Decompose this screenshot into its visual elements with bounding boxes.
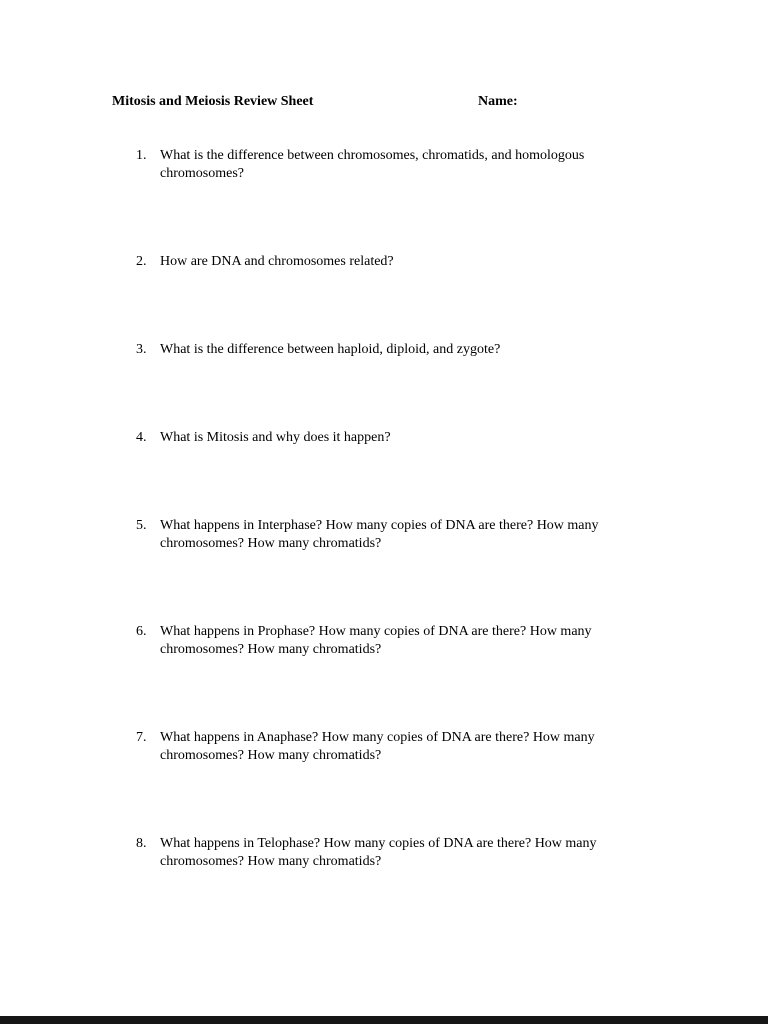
name-label: Name: <box>478 94 518 109</box>
question-number: 5. <box>136 518 147 533</box>
question-item-1 <box>112 147 668 183</box>
question-text: What is Mitosis and why does it happen? <box>160 430 391 445</box>
document-header <box>112 93 668 111</box>
question-text: What happens in Anaphase? How many copies of DNA are there? How many chromosomes? How many chromatids? <box>160 730 595 763</box>
question-item-7 <box>112 729 668 765</box>
question-list <box>112 147 668 871</box>
page-bottom-edge <box>0 1016 768 1024</box>
question-number: 8. <box>136 836 147 851</box>
question-item-8 <box>112 835 668 871</box>
question-text: How are DNA and chromosomes related? <box>160 254 394 269</box>
question-item-6 <box>112 623 668 659</box>
question-text: What happens in Interphase? How many copies of DNA are there? How many chromosomes? How many chromatids? <box>160 518 599 551</box>
document-title: Mitosis and Meiosis Review Sheet <box>112 94 314 109</box>
question-number: 1. <box>136 148 147 163</box>
question-text: What is the difference between haploid, diploid, and zygote? <box>160 342 501 357</box>
question-item-3 <box>112 341 668 359</box>
question-text: What happens in Prophase? How many copies of DNA are there? How many chromosomes? How many chromatids? <box>160 624 592 657</box>
question-item-4 <box>112 429 668 447</box>
question-number: 3. <box>136 342 147 357</box>
question-text: What happens in Telophase? How many copies of DNA are there? How many chromosomes? How many chromatids? <box>160 836 597 869</box>
question-number: 2. <box>136 254 147 269</box>
question-number: 4. <box>136 430 147 445</box>
question-number: 7. <box>136 730 147 745</box>
question-number: 6. <box>136 624 147 639</box>
question-text: What is the difference between chromosomes, chromatids, and homologous chromosomes? <box>160 148 585 181</box>
question-item-5 <box>112 517 668 553</box>
question-item-2 <box>112 253 668 271</box>
